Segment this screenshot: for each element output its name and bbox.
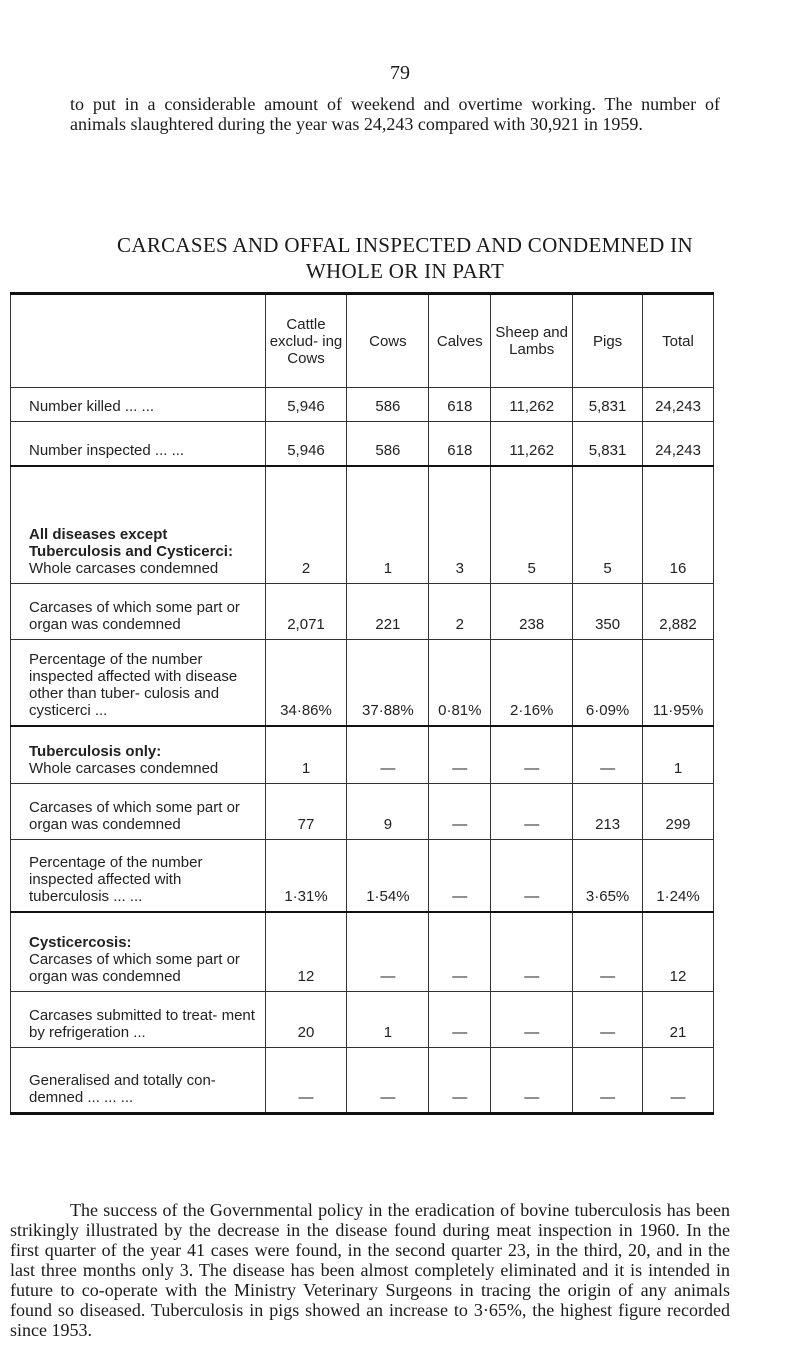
header-cell: [11, 294, 266, 388]
table-cell: —: [429, 726, 491, 784]
table-cell: 618: [429, 388, 491, 422]
row-label: [11, 912, 266, 992]
header-row: [11, 294, 714, 388]
row-label: Carcases of which some part or organ was condemned: [11, 584, 266, 640]
table-cell: 5,831: [573, 422, 643, 466]
header-cell: Cattle exclud- ing Cows: [265, 294, 347, 388]
intro-paragraph: to put in a considerable amount of weekend and overtime working. The number of animals slaughtered during the year was 24,243 compared with 30,921 in 1959.: [70, 94, 720, 134]
table-heading: [60, 232, 750, 284]
table-cell: —: [429, 1048, 491, 1114]
row-label-text: Carcases of which some part or organ was condemned: [29, 951, 240, 985]
table-row: [11, 726, 714, 784]
table-cell: —: [491, 1048, 573, 1114]
table-cell: 350: [573, 584, 643, 640]
table-row: [11, 784, 714, 840]
section-heading: All diseases except Tuberculosis and Cysticerci:: [29, 526, 233, 560]
table-cell: 34·86%: [265, 640, 347, 726]
table-cell: —: [347, 1048, 429, 1114]
table-cell: 5,946: [265, 422, 347, 466]
row-label: [11, 466, 266, 584]
table-row: [11, 1048, 714, 1114]
table-cell: 1·24%: [643, 840, 714, 912]
row-label: [11, 726, 266, 784]
heading-line-1: CARCASES AND OFFAL INSPECTED AND CONDEMNED IN: [117, 233, 693, 257]
table-cell: 586: [347, 388, 429, 422]
table-cell: 221: [347, 584, 429, 640]
heading-line-2: WHOLE OR IN PART: [305, 259, 505, 283]
table-cell: 6·09%: [573, 640, 643, 726]
table-cell: 11·95%: [643, 640, 714, 726]
table-cell: 238: [491, 584, 573, 640]
header-cell: Cows: [347, 294, 429, 388]
table-cell: 1·31%: [265, 840, 347, 912]
table-row: [11, 640, 714, 726]
page-number: 79: [390, 62, 410, 84]
table-cell: 2,882: [643, 584, 714, 640]
table-cell: —: [643, 1048, 714, 1114]
table-cell: 1·54%: [347, 840, 429, 912]
header-cell: Pigs: [573, 294, 643, 388]
section-heading: Cysticercosis:: [29, 934, 132, 951]
table-cell: 77: [265, 784, 347, 840]
table-cell: —: [265, 1048, 347, 1114]
table-cell: 1: [347, 466, 429, 584]
table-cell: —: [491, 992, 573, 1048]
row-label: Carcases of which some part or organ was condemned: [11, 784, 266, 840]
table-cell: 5: [573, 466, 643, 584]
table-cell: 11,262: [491, 388, 573, 422]
header-cell: Total: [643, 294, 714, 388]
header-cell: Sheep and Lambs: [491, 294, 573, 388]
row-label: Percentage of the number inspected affected with disease other than tuber- culosis and cysticerci ...: [11, 640, 266, 726]
table-cell: —: [491, 784, 573, 840]
table-cell: —: [429, 912, 491, 992]
table-cell: 37·88%: [347, 640, 429, 726]
table-row: [11, 422, 714, 466]
table-cell: 2: [265, 466, 347, 584]
table-cell: 0·81%: [429, 640, 491, 726]
closing-paragraph: The success of the Governmental policy in the eradication of bovine tuberculosis has been strikingly illustrated by the decrease in the disease found during meat inspection in 1960. In the first quarter of the year 41 cases were found, in the second quarter 23, in the third, 20, and in the last three months only 3. The disease has been almost completely eliminated and it is intended in future to co-operate with the Ministry Veterinary Surgeons in tracing the origin of any animals found so diseased. Tuberculosis in pigs showed an increase to 3·65%, the highest figure recorded since 1953.: [10, 1200, 730, 1340]
table-cell: 16: [643, 466, 714, 584]
row-label: Number inspected ... ...: [11, 422, 266, 466]
header-cell: Calves: [429, 294, 491, 388]
table-cell: 3·65%: [573, 840, 643, 912]
table-cell: 24,243: [643, 422, 714, 466]
table-row: [11, 466, 714, 584]
row-label: Percentage of the number inspected affected with tuberculosis ... ...: [11, 840, 266, 912]
table-cell: 12: [265, 912, 347, 992]
table-cell: 11,262: [491, 422, 573, 466]
table-cell: —: [491, 840, 573, 912]
table-cell: —: [491, 912, 573, 992]
table-cell: —: [347, 912, 429, 992]
table-cell: —: [429, 784, 491, 840]
table-cell: 2: [429, 584, 491, 640]
table-cell: 1: [265, 726, 347, 784]
table-cell: 5,831: [573, 388, 643, 422]
table-cell: 24,243: [643, 388, 714, 422]
table-cell: —: [573, 1048, 643, 1114]
table-cell: —: [347, 726, 429, 784]
table-row: [11, 840, 714, 912]
table-cell: —: [573, 992, 643, 1048]
table-cell: —: [491, 726, 573, 784]
table-row: [11, 388, 714, 422]
table-cell: —: [429, 992, 491, 1048]
table-cell: —: [573, 912, 643, 992]
table-cell: 586: [347, 422, 429, 466]
row-label-text: Whole carcases condemned: [29, 760, 219, 777]
table-cell: —: [429, 840, 491, 912]
inspection-table: [10, 292, 714, 1115]
table-cell: 1: [347, 992, 429, 1048]
table-cell: 21: [643, 992, 714, 1048]
row-label-text: Whole carcases condemned: [29, 560, 219, 577]
table-cell: 2·16%: [491, 640, 573, 726]
inspection-table-container: [10, 292, 714, 1115]
table-cell: 5,946: [265, 388, 347, 422]
table-cell: 213: [573, 784, 643, 840]
table-cell: 1: [643, 726, 714, 784]
table-cell: 20: [265, 992, 347, 1048]
table-cell: 9: [347, 784, 429, 840]
section-heading: Tuberculosis only:: [29, 743, 162, 760]
table-row: [11, 912, 714, 992]
table-cell: —: [573, 726, 643, 784]
table-cell: 12: [643, 912, 714, 992]
row-label: Number killed ... ...: [11, 388, 266, 422]
table-cell: 299: [643, 784, 714, 840]
row-label: Carcases submitted to treat- ment by refrigeration ...: [11, 992, 266, 1048]
table-cell: 618: [429, 422, 491, 466]
table-row: [11, 992, 714, 1048]
row-label: Generalised and totally con- demned ... ... ...: [11, 1048, 266, 1114]
table-cell: 3: [429, 466, 491, 584]
table-cell: 5: [491, 466, 573, 584]
table-cell: 2,071: [265, 584, 347, 640]
table-row: [11, 584, 714, 640]
